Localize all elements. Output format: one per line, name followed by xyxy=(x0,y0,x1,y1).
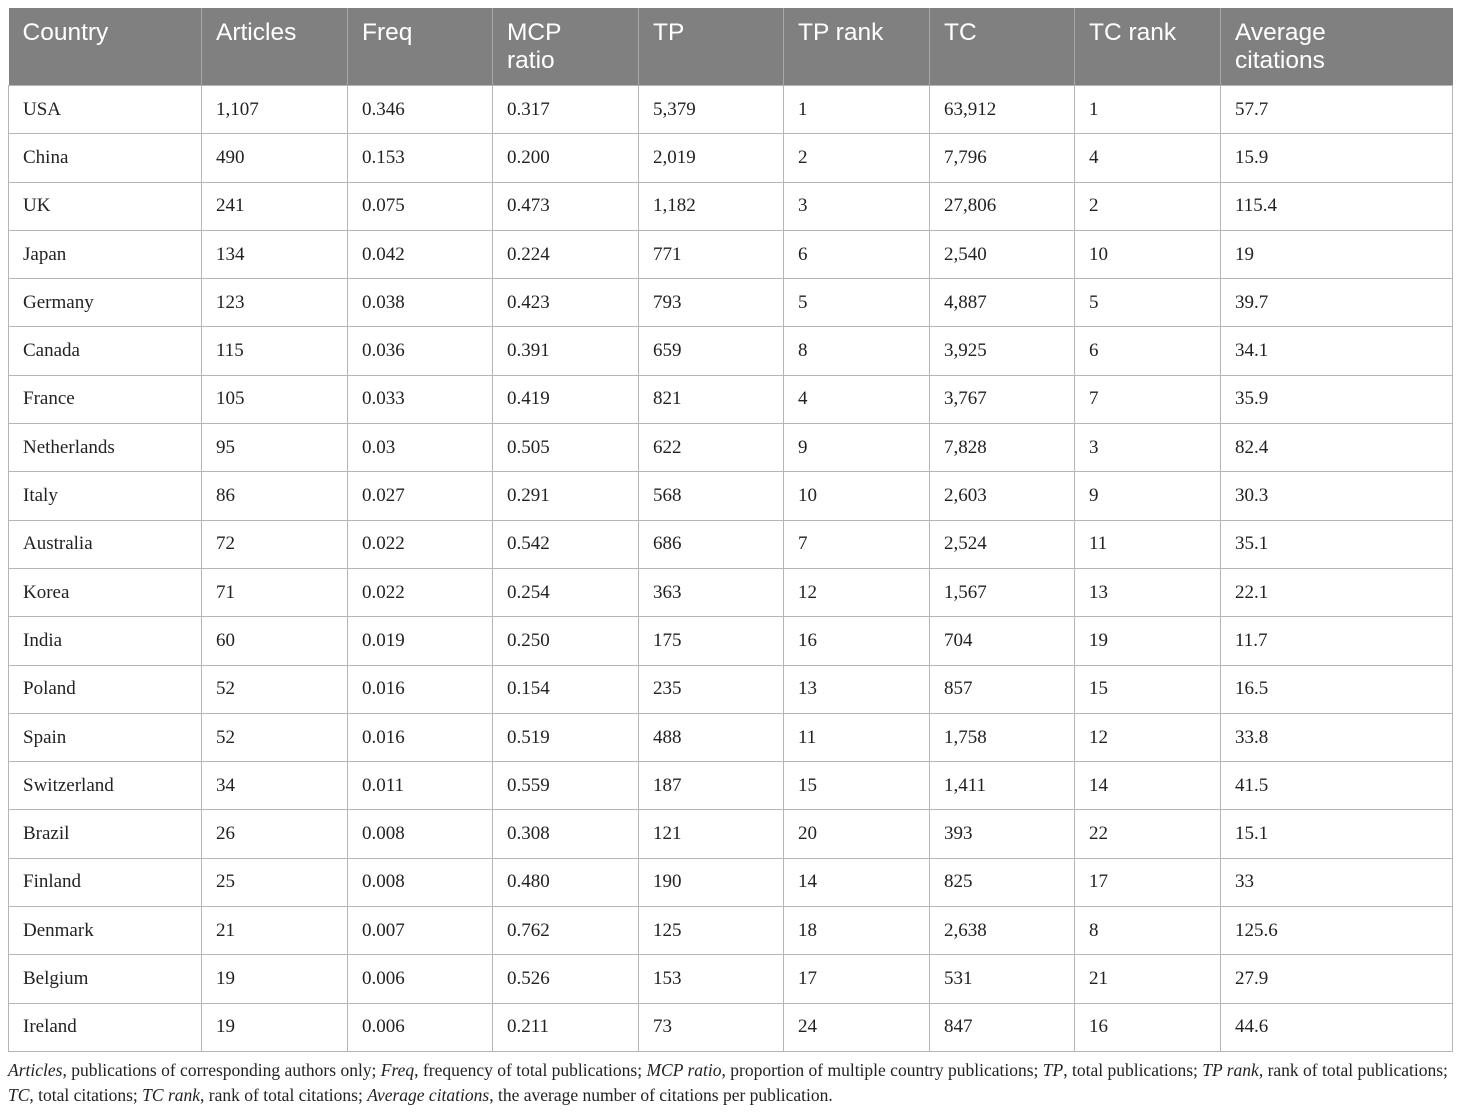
footnote-term: TP xyxy=(1042,1059,1064,1080)
table-cell: 0.473 xyxy=(493,182,639,230)
footnote-definition: , rank of total citations; xyxy=(200,1084,368,1105)
table-cell: 13 xyxy=(1075,568,1221,616)
table-cell: 19 xyxy=(1075,617,1221,665)
table-cell: 20 xyxy=(784,810,930,858)
column-header: TC rank xyxy=(1075,8,1221,86)
table-cell: 771 xyxy=(639,230,784,278)
table-cell: 34 xyxy=(202,762,348,810)
column-header: Country xyxy=(9,8,202,86)
country-cell: Poland xyxy=(9,665,202,713)
table-cell: 0.036 xyxy=(348,327,493,375)
table-cell: 3 xyxy=(1075,424,1221,472)
table-cell: 35.1 xyxy=(1221,520,1453,568)
column-header: TC xyxy=(930,8,1075,86)
table-cell: 0.559 xyxy=(493,762,639,810)
table-cell: 5 xyxy=(784,279,930,327)
table-cell: 22 xyxy=(1075,810,1221,858)
table-cell: 0.291 xyxy=(493,472,639,520)
table-cell: 72 xyxy=(202,520,348,568)
table-cell: 0.042 xyxy=(348,230,493,278)
table-cell: 11 xyxy=(784,713,930,761)
country-table xyxy=(8,8,1453,1052)
country-cell: Korea xyxy=(9,568,202,616)
country-cell: Finland xyxy=(9,858,202,906)
table-cell: 25 xyxy=(202,858,348,906)
table-cell: 35.9 xyxy=(1221,375,1453,423)
table-row xyxy=(9,810,1453,858)
table-row xyxy=(9,327,1453,375)
table-cell: 0.317 xyxy=(493,86,639,134)
table-cell: 1 xyxy=(1075,86,1221,134)
table-row xyxy=(9,907,1453,955)
table-row xyxy=(9,86,1453,134)
table-cell: 0.006 xyxy=(348,1003,493,1051)
table-cell: 86 xyxy=(202,472,348,520)
table-cell: 105 xyxy=(202,375,348,423)
table-cell: 34.1 xyxy=(1221,327,1453,375)
table-row xyxy=(9,134,1453,182)
table-cell: 0.200 xyxy=(493,134,639,182)
header-row xyxy=(9,8,1453,86)
table-cell: 15 xyxy=(784,762,930,810)
country-cell: India xyxy=(9,617,202,665)
table-cell: 1,182 xyxy=(639,182,784,230)
table-cell: 6 xyxy=(784,230,930,278)
table-cell: 52 xyxy=(202,713,348,761)
table-cell: 17 xyxy=(784,955,930,1003)
table-footnote xyxy=(8,1058,1452,1108)
table-cell: 63,912 xyxy=(930,86,1075,134)
table-cell: 60 xyxy=(202,617,348,665)
table-cell: 0.250 xyxy=(493,617,639,665)
column-header: MCP ratio xyxy=(493,8,639,86)
table-cell: 9 xyxy=(1075,472,1221,520)
footnote-term: Average citations xyxy=(367,1084,490,1105)
table-cell: 19 xyxy=(1221,230,1453,278)
column-header: Articles xyxy=(202,8,348,86)
table-cell: 4 xyxy=(1075,134,1221,182)
table-cell: 2,540 xyxy=(930,230,1075,278)
table-cell: 123 xyxy=(202,279,348,327)
table-cell: 793 xyxy=(639,279,784,327)
table-cell: 857 xyxy=(930,665,1075,713)
table-cell: 12 xyxy=(1075,713,1221,761)
table-cell: 2,019 xyxy=(639,134,784,182)
table-row xyxy=(9,182,1453,230)
column-header: TP rank xyxy=(784,8,930,86)
country-cell: Canada xyxy=(9,327,202,375)
table-cell: 0.008 xyxy=(348,810,493,858)
table-body xyxy=(9,86,1453,1052)
table-cell: 4 xyxy=(784,375,930,423)
table-cell: 175 xyxy=(639,617,784,665)
footnote-definition: , rank of total publications; xyxy=(1258,1059,1448,1080)
table-row xyxy=(9,375,1453,423)
table-cell: 1,567 xyxy=(930,568,1075,616)
table-row xyxy=(9,955,1453,1003)
table-cell: 13 xyxy=(784,665,930,713)
table-cell: 0.526 xyxy=(493,955,639,1003)
table-cell: 115 xyxy=(202,327,348,375)
table-cell: 16 xyxy=(784,617,930,665)
table-row xyxy=(9,617,1453,665)
table-cell: 73 xyxy=(639,1003,784,1051)
table-cell: 847 xyxy=(930,1003,1075,1051)
footnote-definition: , publications of corresponding authors only; xyxy=(62,1059,381,1080)
table-cell: 0.419 xyxy=(493,375,639,423)
country-cell: Ireland xyxy=(9,1003,202,1051)
country-cell: France xyxy=(9,375,202,423)
table-cell: 363 xyxy=(639,568,784,616)
country-cell: Australia xyxy=(9,520,202,568)
table-cell: 16 xyxy=(1075,1003,1221,1051)
table-cell: 0.542 xyxy=(493,520,639,568)
table-cell: 14 xyxy=(784,858,930,906)
table-cell: 9 xyxy=(784,424,930,472)
table-cell: 3,767 xyxy=(930,375,1075,423)
table-cell: 15.9 xyxy=(1221,134,1453,182)
table-cell: 490 xyxy=(202,134,348,182)
table-cell: 153 xyxy=(639,955,784,1003)
table-cell: 52 xyxy=(202,665,348,713)
table-cell: 0.308 xyxy=(493,810,639,858)
table-cell: 82.4 xyxy=(1221,424,1453,472)
footnote-term: TP rank xyxy=(1202,1059,1259,1080)
table-cell: 24 xyxy=(784,1003,930,1051)
table-cell: 44.6 xyxy=(1221,1003,1453,1051)
table-cell: 0.016 xyxy=(348,665,493,713)
country-cell: Netherlands xyxy=(9,424,202,472)
table-cell: 686 xyxy=(639,520,784,568)
table-cell: 11 xyxy=(1075,520,1221,568)
table-cell: 95 xyxy=(202,424,348,472)
table-cell: 568 xyxy=(639,472,784,520)
table-cell: 33 xyxy=(1221,858,1453,906)
table-cell: 33.8 xyxy=(1221,713,1453,761)
table-cell: 115.4 xyxy=(1221,182,1453,230)
table-cell: 134 xyxy=(202,230,348,278)
table-cell: 190 xyxy=(639,858,784,906)
table-cell: 0.022 xyxy=(348,568,493,616)
table-cell: 57.7 xyxy=(1221,86,1453,134)
country-cell: Germany xyxy=(9,279,202,327)
table-row xyxy=(9,1003,1453,1051)
country-cell: Switzerland xyxy=(9,762,202,810)
table-cell: 821 xyxy=(639,375,784,423)
table-cell: 21 xyxy=(202,907,348,955)
table-cell: 5,379 xyxy=(639,86,784,134)
table-cell: 16.5 xyxy=(1221,665,1453,713)
table-cell: 622 xyxy=(639,424,784,472)
footnote-term: Articles xyxy=(8,1059,63,1080)
table-cell: 0.224 xyxy=(493,230,639,278)
table-cell: 0.03 xyxy=(348,424,493,472)
table-cell: 2 xyxy=(1075,182,1221,230)
table-cell: 19 xyxy=(202,955,348,1003)
table-cell: 0.519 xyxy=(493,713,639,761)
table-row xyxy=(9,568,1453,616)
table-cell: 71 xyxy=(202,568,348,616)
table-cell: 0.346 xyxy=(348,86,493,134)
table-cell: 27.9 xyxy=(1221,955,1453,1003)
table-row xyxy=(9,520,1453,568)
table-cell: 187 xyxy=(639,762,784,810)
table-cell: 0.011 xyxy=(348,762,493,810)
table-cell: 0.022 xyxy=(348,520,493,568)
footnote-term: MCP ratio xyxy=(646,1059,722,1080)
table-cell: 3,925 xyxy=(930,327,1075,375)
table-cell: 0.254 xyxy=(493,568,639,616)
table-cell: 8 xyxy=(784,327,930,375)
table-cell: 19 xyxy=(202,1003,348,1051)
table-cell: 2 xyxy=(784,134,930,182)
country-cell: China xyxy=(9,134,202,182)
table-container xyxy=(8,8,1452,1108)
table-cell: 0.016 xyxy=(348,713,493,761)
table-cell: 39.7 xyxy=(1221,279,1453,327)
column-header: Freq xyxy=(348,8,493,86)
table-row xyxy=(9,472,1453,520)
table-cell: 125.6 xyxy=(1221,907,1453,955)
country-cell: Spain xyxy=(9,713,202,761)
table-row xyxy=(9,230,1453,278)
footnote-term: TC rank xyxy=(142,1084,201,1105)
table-cell: 7,828 xyxy=(930,424,1075,472)
footnote-definition: , proportion of multiple country publications; xyxy=(721,1059,1043,1080)
table-cell: 825 xyxy=(930,858,1075,906)
table-cell: 41.5 xyxy=(1221,762,1453,810)
table-cell: 5 xyxy=(1075,279,1221,327)
table-cell: 0.006 xyxy=(348,955,493,1003)
table-cell: 10 xyxy=(1075,230,1221,278)
country-cell: UK xyxy=(9,182,202,230)
table-cell: 1,107 xyxy=(202,86,348,134)
table-cell: 241 xyxy=(202,182,348,230)
footnote-definition: , frequency of total publications; xyxy=(414,1059,647,1080)
table-cell: 10 xyxy=(784,472,930,520)
country-cell: USA xyxy=(9,86,202,134)
table-cell: 0.027 xyxy=(348,472,493,520)
table-cell: 11.7 xyxy=(1221,617,1453,665)
table-cell: 8 xyxy=(1075,907,1221,955)
table-cell: 0.153 xyxy=(348,134,493,182)
table-cell: 17 xyxy=(1075,858,1221,906)
table-cell: 18 xyxy=(784,907,930,955)
country-cell: Belgium xyxy=(9,955,202,1003)
table-cell: 7,796 xyxy=(930,134,1075,182)
table-cell: 2,524 xyxy=(930,520,1075,568)
table-row xyxy=(9,665,1453,713)
table-cell: 0.480 xyxy=(493,858,639,906)
table-cell: 531 xyxy=(930,955,1075,1003)
table-cell: 0.423 xyxy=(493,279,639,327)
table-cell: 0.211 xyxy=(493,1003,639,1051)
table-cell: 1,411 xyxy=(930,762,1075,810)
table-cell: 0.008 xyxy=(348,858,493,906)
table-row xyxy=(9,713,1453,761)
column-header: TP xyxy=(639,8,784,86)
table-cell: 488 xyxy=(639,713,784,761)
table-cell: 12 xyxy=(784,568,930,616)
table-cell: 0.154 xyxy=(493,665,639,713)
footnote-term: TC xyxy=(8,1084,30,1105)
table-cell: 0.007 xyxy=(348,907,493,955)
footnote-definition: , total citations; xyxy=(29,1084,143,1105)
table-cell: 0.505 xyxy=(493,424,639,472)
table-cell: 30.3 xyxy=(1221,472,1453,520)
table-cell: 22.1 xyxy=(1221,568,1453,616)
table-cell: 7 xyxy=(784,520,930,568)
footnote-definition: , total publications; xyxy=(1063,1059,1203,1080)
country-cell: Japan xyxy=(9,230,202,278)
table-cell: 125 xyxy=(639,907,784,955)
table-cell: 0.391 xyxy=(493,327,639,375)
country-cell: Italy xyxy=(9,472,202,520)
table-cell: 21 xyxy=(1075,955,1221,1003)
table-cell: 0.075 xyxy=(348,182,493,230)
table-cell: 0.038 xyxy=(348,279,493,327)
table-cell: 0.033 xyxy=(348,375,493,423)
table-cell: 26 xyxy=(202,810,348,858)
table-cell: 704 xyxy=(930,617,1075,665)
column-header: Average citations xyxy=(1221,8,1453,86)
table-cell: 14 xyxy=(1075,762,1221,810)
table-cell: 1 xyxy=(784,86,930,134)
table-cell: 393 xyxy=(930,810,1075,858)
table-cell: 15.1 xyxy=(1221,810,1453,858)
table-row xyxy=(9,424,1453,472)
table-cell: 121 xyxy=(639,810,784,858)
table-cell: 6 xyxy=(1075,327,1221,375)
table-cell: 15 xyxy=(1075,665,1221,713)
table-cell: 0.019 xyxy=(348,617,493,665)
table-cell: 27,806 xyxy=(930,182,1075,230)
table-row xyxy=(9,762,1453,810)
table-cell: 0.762 xyxy=(493,907,639,955)
country-cell: Brazil xyxy=(9,810,202,858)
table-row xyxy=(9,858,1453,906)
country-cell: Denmark xyxy=(9,907,202,955)
table-cell: 4,887 xyxy=(930,279,1075,327)
table-cell: 1,758 xyxy=(930,713,1075,761)
footnote-term: Freq xyxy=(380,1059,415,1080)
table-cell: 2,603 xyxy=(930,472,1075,520)
table-row xyxy=(9,279,1453,327)
table-cell: 2,638 xyxy=(930,907,1075,955)
table-cell: 7 xyxy=(1075,375,1221,423)
table-cell: 659 xyxy=(639,327,784,375)
table-cell: 235 xyxy=(639,665,784,713)
footnote-definition: , the average number of citations per publication. xyxy=(489,1084,833,1105)
table-cell: 3 xyxy=(784,182,930,230)
